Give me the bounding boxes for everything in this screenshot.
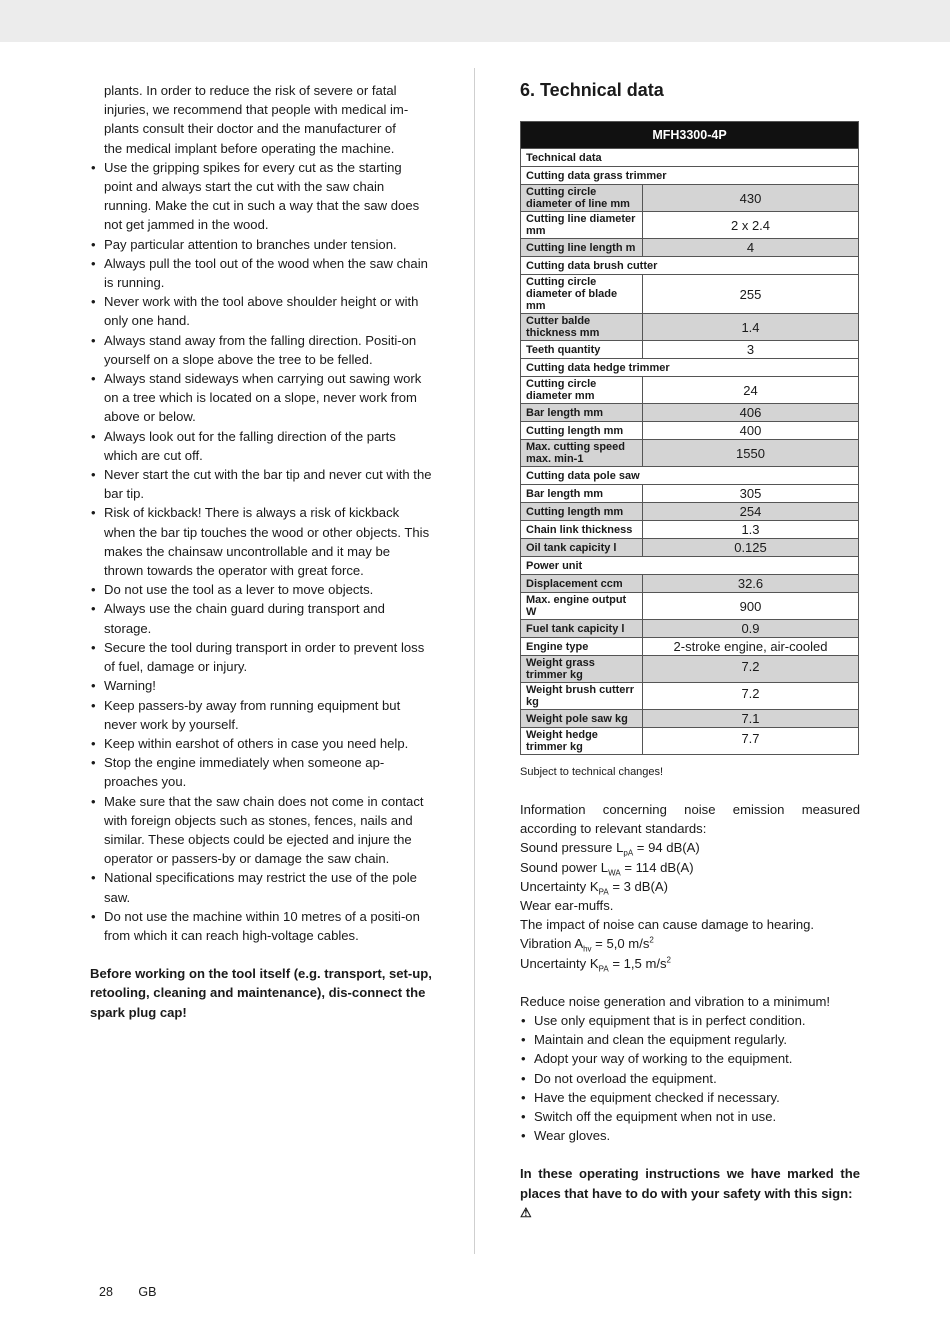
safety-sign-note: [520, 1164, 860, 1222]
table-row: [521, 314, 859, 341]
table-section-row: [521, 557, 859, 575]
table-cell-label: Cutting line diameter mm: [521, 212, 643, 239]
table-row: [521, 575, 859, 593]
safety-bullet-item: • Always stand sideways when carrying out sawing work on a tree which is located on a slope, never work from above or below.: [90, 369, 432, 427]
noise-intro-line: according to relevant standards:: [520, 821, 707, 837]
table-cell-value: 4: [643, 239, 859, 257]
noise-info: [520, 800, 860, 1222]
table-cell-value: 2-stroke engine, air-cooled: [643, 638, 859, 656]
table-cell-value: 406: [643, 404, 859, 422]
reduce-intro: Reduce noise generation and vibration to a minimum!: [520, 993, 831, 1009]
safety-bullet-item: • Keep passers-by away from running equipment but never work by yourself.: [90, 696, 432, 734]
table-section-row: [521, 149, 859, 167]
table-title-row: [521, 122, 859, 149]
table-cell-label: Cutting circle diameter of line mm: [521, 185, 643, 212]
column-divider: [474, 68, 475, 1254]
table-row: [521, 638, 859, 656]
safety-bullet-list: [90, 158, 432, 945]
right-column: [520, 78, 860, 1222]
table-section-label: Cutting data hedge trimmer: [521, 359, 859, 377]
intro-line: plants. In order to reduce the risk of severe or fatal: [104, 83, 397, 98]
table-cell-label: Fuel tank capicity l: [521, 620, 643, 638]
table-cell-value: 32.6: [643, 575, 859, 593]
table-cell-value: 305: [643, 485, 859, 503]
reduce-bullet-list: [520, 1011, 860, 1145]
uncertainty-sound: Uncertainty $K_{PA} = 3$ dB(A): [520, 878, 668, 897]
safety-bullet-item: • Always look out for the falling direction of the parts which are cut off.: [90, 427, 432, 465]
safety-bullet-item: • Never work with the tool above shoulder height or with only one hand.: [90, 292, 432, 330]
table-row: [521, 212, 859, 239]
table-section-label: Power unit: [521, 557, 859, 575]
table-row: [521, 683, 859, 710]
reduce-bullet-item: • Wear gloves.: [520, 1126, 860, 1145]
table-row: [521, 275, 859, 314]
table-cell-label: Cutting length mm: [521, 503, 643, 521]
ear-muffs-line: Wear ear-muffs.: [520, 898, 614, 914]
safety-bullet-item: • Pay particular attention to branches under tension.: [90, 235, 432, 254]
table-cell-value: 255: [643, 275, 859, 314]
table-cell-label: Max. engine output W: [521, 593, 643, 620]
safety-bullet-item: • Do not use the tool as a lever to move objects.: [90, 580, 432, 599]
table-cell-label: Oil tank capicity l: [521, 539, 643, 557]
table-cell-value: 254: [643, 503, 859, 521]
table-cell-label: Weight pole saw kg: [521, 710, 643, 728]
table-cell-value: 1.4: [643, 314, 859, 341]
reduce-bullet-item: • Maintain and clean the equipment regularly.: [520, 1030, 860, 1049]
safety-bullet-item: • Secure the tool during transport in order to prevent loss of fuel, damage or injury.: [90, 638, 432, 676]
table-row: [521, 539, 859, 557]
noise-impact-line: The impact of noise can cause damage to hearing.: [520, 917, 815, 933]
noise-intro-line: Information concerning noise emission measured: [520, 802, 860, 817]
safety-bullet-item: • Keep within earshot of others in case you need help.: [90, 734, 432, 753]
table-cell-value: 24: [643, 377, 859, 404]
table-row: [521, 728, 859, 755]
table-cell-label: Chain link thickness: [521, 521, 643, 539]
safety-sign-line: places that have to do with your safety with this sign: ⚠: [520, 1185, 853, 1220]
safety-bullet-item: • Risk of kickback! There is always a risk of kickback when the bar tip touches the wood or other objects. This makes the chainsaw uncontrollable and it may be thrown towards the operator with great force.: [90, 503, 432, 580]
table-section-row: [521, 257, 859, 275]
table-cell-value: 430: [643, 185, 859, 212]
safety-bullet-item: • Make sure that the saw chain does not come in contact with foreign objects such as stones, fences, nails and similar. These objects could be ejected and injure the operator or passers-by or damage the saw chain.: [90, 792, 432, 869]
table-cell-label: Teeth quantity: [521, 341, 643, 359]
table-cell-label: Bar length mm: [521, 404, 643, 422]
table-row: [521, 620, 859, 638]
language-code: GB: [138, 1285, 157, 1299]
table-cell-label: Cutting circle diameter of blade mm: [521, 275, 643, 314]
safety-bullet-item: • Always use the chain guard during transport and storage.: [90, 599, 432, 637]
table-cell-value: 0.125: [643, 539, 859, 557]
table-cell-value: 7.7: [643, 728, 859, 755]
table-row: [521, 710, 859, 728]
reduce-bullet-item: • Use only equipment that is in perfect condition.: [520, 1011, 860, 1030]
bold-warning: Before working on the tool itself (e.g. transport, set-up, retooling, cleaning and maintenance), dis-connect the spark plug cap!: [90, 966, 432, 1020]
safety-bullet-item: • Use the gripping spikes for every cut as the starting point and always start the cut with the saw chain running. Make the cut in such a way that the saw does not get jammed in the wood.: [90, 158, 432, 235]
table-cell-value: 1.3: [643, 521, 859, 539]
table-cell-label: Bar length mm: [521, 485, 643, 503]
table-cell-value: 1550: [643, 440, 859, 467]
reduce-bullet-item: • Adopt your way of working to the equipment.: [520, 1049, 860, 1068]
page-number: 28: [99, 1285, 113, 1299]
sound-pressure: Sound pressure $L_{pA} = 94$ dB(A): [520, 840, 700, 859]
reduce-bullet-item: • Do not overload the equipment.: [520, 1069, 860, 1088]
vibration: Vibration $A_{hv} = 5,0$ $m/s^2$: [520, 936, 654, 955]
table-section-label: Technical data: [521, 149, 859, 167]
table-cell-value: 0.9: [643, 620, 859, 638]
table-row: [521, 404, 859, 422]
safety-bullet-item: • Warning!: [90, 676, 432, 695]
table-row: [521, 593, 859, 620]
section-heading: 6. Technical data: [520, 80, 664, 100]
table-section-label: Cutting data pole saw: [521, 467, 859, 485]
table-row: [521, 239, 859, 257]
table-cell-value: 7.2: [643, 683, 859, 710]
page-footer: [99, 1285, 178, 1299]
reduce-bullet-item: • Have the equipment checked if necessary.: [520, 1088, 860, 1107]
table-row: [521, 185, 859, 212]
intro-paragraph: [90, 81, 432, 158]
table-cell-label: Weight hedge trimmer kg: [521, 728, 643, 755]
table-row: [521, 485, 859, 503]
technical-data-table: [520, 121, 859, 755]
table-section-label: Cutting data brush cutter: [521, 257, 859, 275]
table-cell-label: Cutting line length m: [521, 239, 643, 257]
table-cell-label: Cutting circle diameter mm: [521, 377, 643, 404]
reduce-bullet-item: • Switch off the equipment when not in use.: [520, 1107, 860, 1126]
safety-sign-line: In these operating instructions we have marked the: [520, 1166, 860, 1182]
table-cell-label: Weight brush cutterr kg: [521, 683, 643, 710]
safety-bullet-item: • Always pull the tool out of the wood when the saw chain is running.: [90, 254, 432, 292]
table-row: [521, 521, 859, 539]
table-cell-label: Cutter balde thickness mm: [521, 314, 643, 341]
table-cell-value: 3: [643, 341, 859, 359]
table-cell-label: Weight grass trimmer kg: [521, 656, 643, 683]
safety-bullet-item: • Always stand away from the falling direction. Positi-on yourself on a slope above the tree to be felled.: [90, 331, 432, 369]
table-row: [521, 377, 859, 404]
intro-line: injuries, we recommend that people with medical im-: [104, 102, 409, 118]
safety-bullet-item: • National specifications may restrict the use of the pole saw.: [90, 868, 432, 906]
uncertainty-vibration: Uncertainty $K_{PA} = 1,5$ $m/s^2$: [520, 955, 671, 974]
table-row: [521, 422, 859, 440]
table-row: [521, 440, 859, 467]
table-title: MFH3300-4P: [521, 122, 859, 149]
safety-bullet-item: • Do not use the machine within 10 metres of a positi-on from which it can reach high-voltage cables.: [90, 907, 432, 945]
intro-line: plants consult their doctor and the manufacturer of: [104, 121, 396, 137]
table-section-row: [521, 467, 859, 485]
table-cell-value: 400: [643, 422, 859, 440]
table-row: [521, 341, 859, 359]
left-column: [90, 81, 432, 1022]
table-row: [521, 656, 859, 683]
table-cell-label: Cutting length mm: [521, 422, 643, 440]
table-cell-value: 900: [643, 593, 859, 620]
top-bar: [0, 0, 950, 42]
table-cell-label: Max. cutting speed max. min-1: [521, 440, 643, 467]
table-cell-value: 7.1: [643, 710, 859, 728]
safety-bullet-item: • Never start the cut with the bar tip and never cut with the bar tip.: [90, 465, 432, 503]
table-cell-value: 2 x 2.4: [643, 212, 859, 239]
table-cell-value: 7.2: [643, 656, 859, 683]
sound-power: Sound power $L_{WA} = 114$ dB(A): [520, 859, 694, 878]
table-section-row: [521, 359, 859, 377]
safety-bullet-item: • Stop the engine immediately when someone ap-proaches you.: [90, 753, 432, 791]
intro-line: the medical implant before operating the machine.: [104, 140, 395, 156]
table-section-label: Cutting data grass trimmer: [521, 167, 859, 185]
table-cell-label: Engine type: [521, 638, 643, 656]
table-cell-label: Displacement ccm: [521, 575, 643, 593]
table-section-row: [521, 167, 859, 185]
table-row: [521, 503, 859, 521]
technical-changes-note: Subject to technical changes!: [520, 766, 664, 778]
